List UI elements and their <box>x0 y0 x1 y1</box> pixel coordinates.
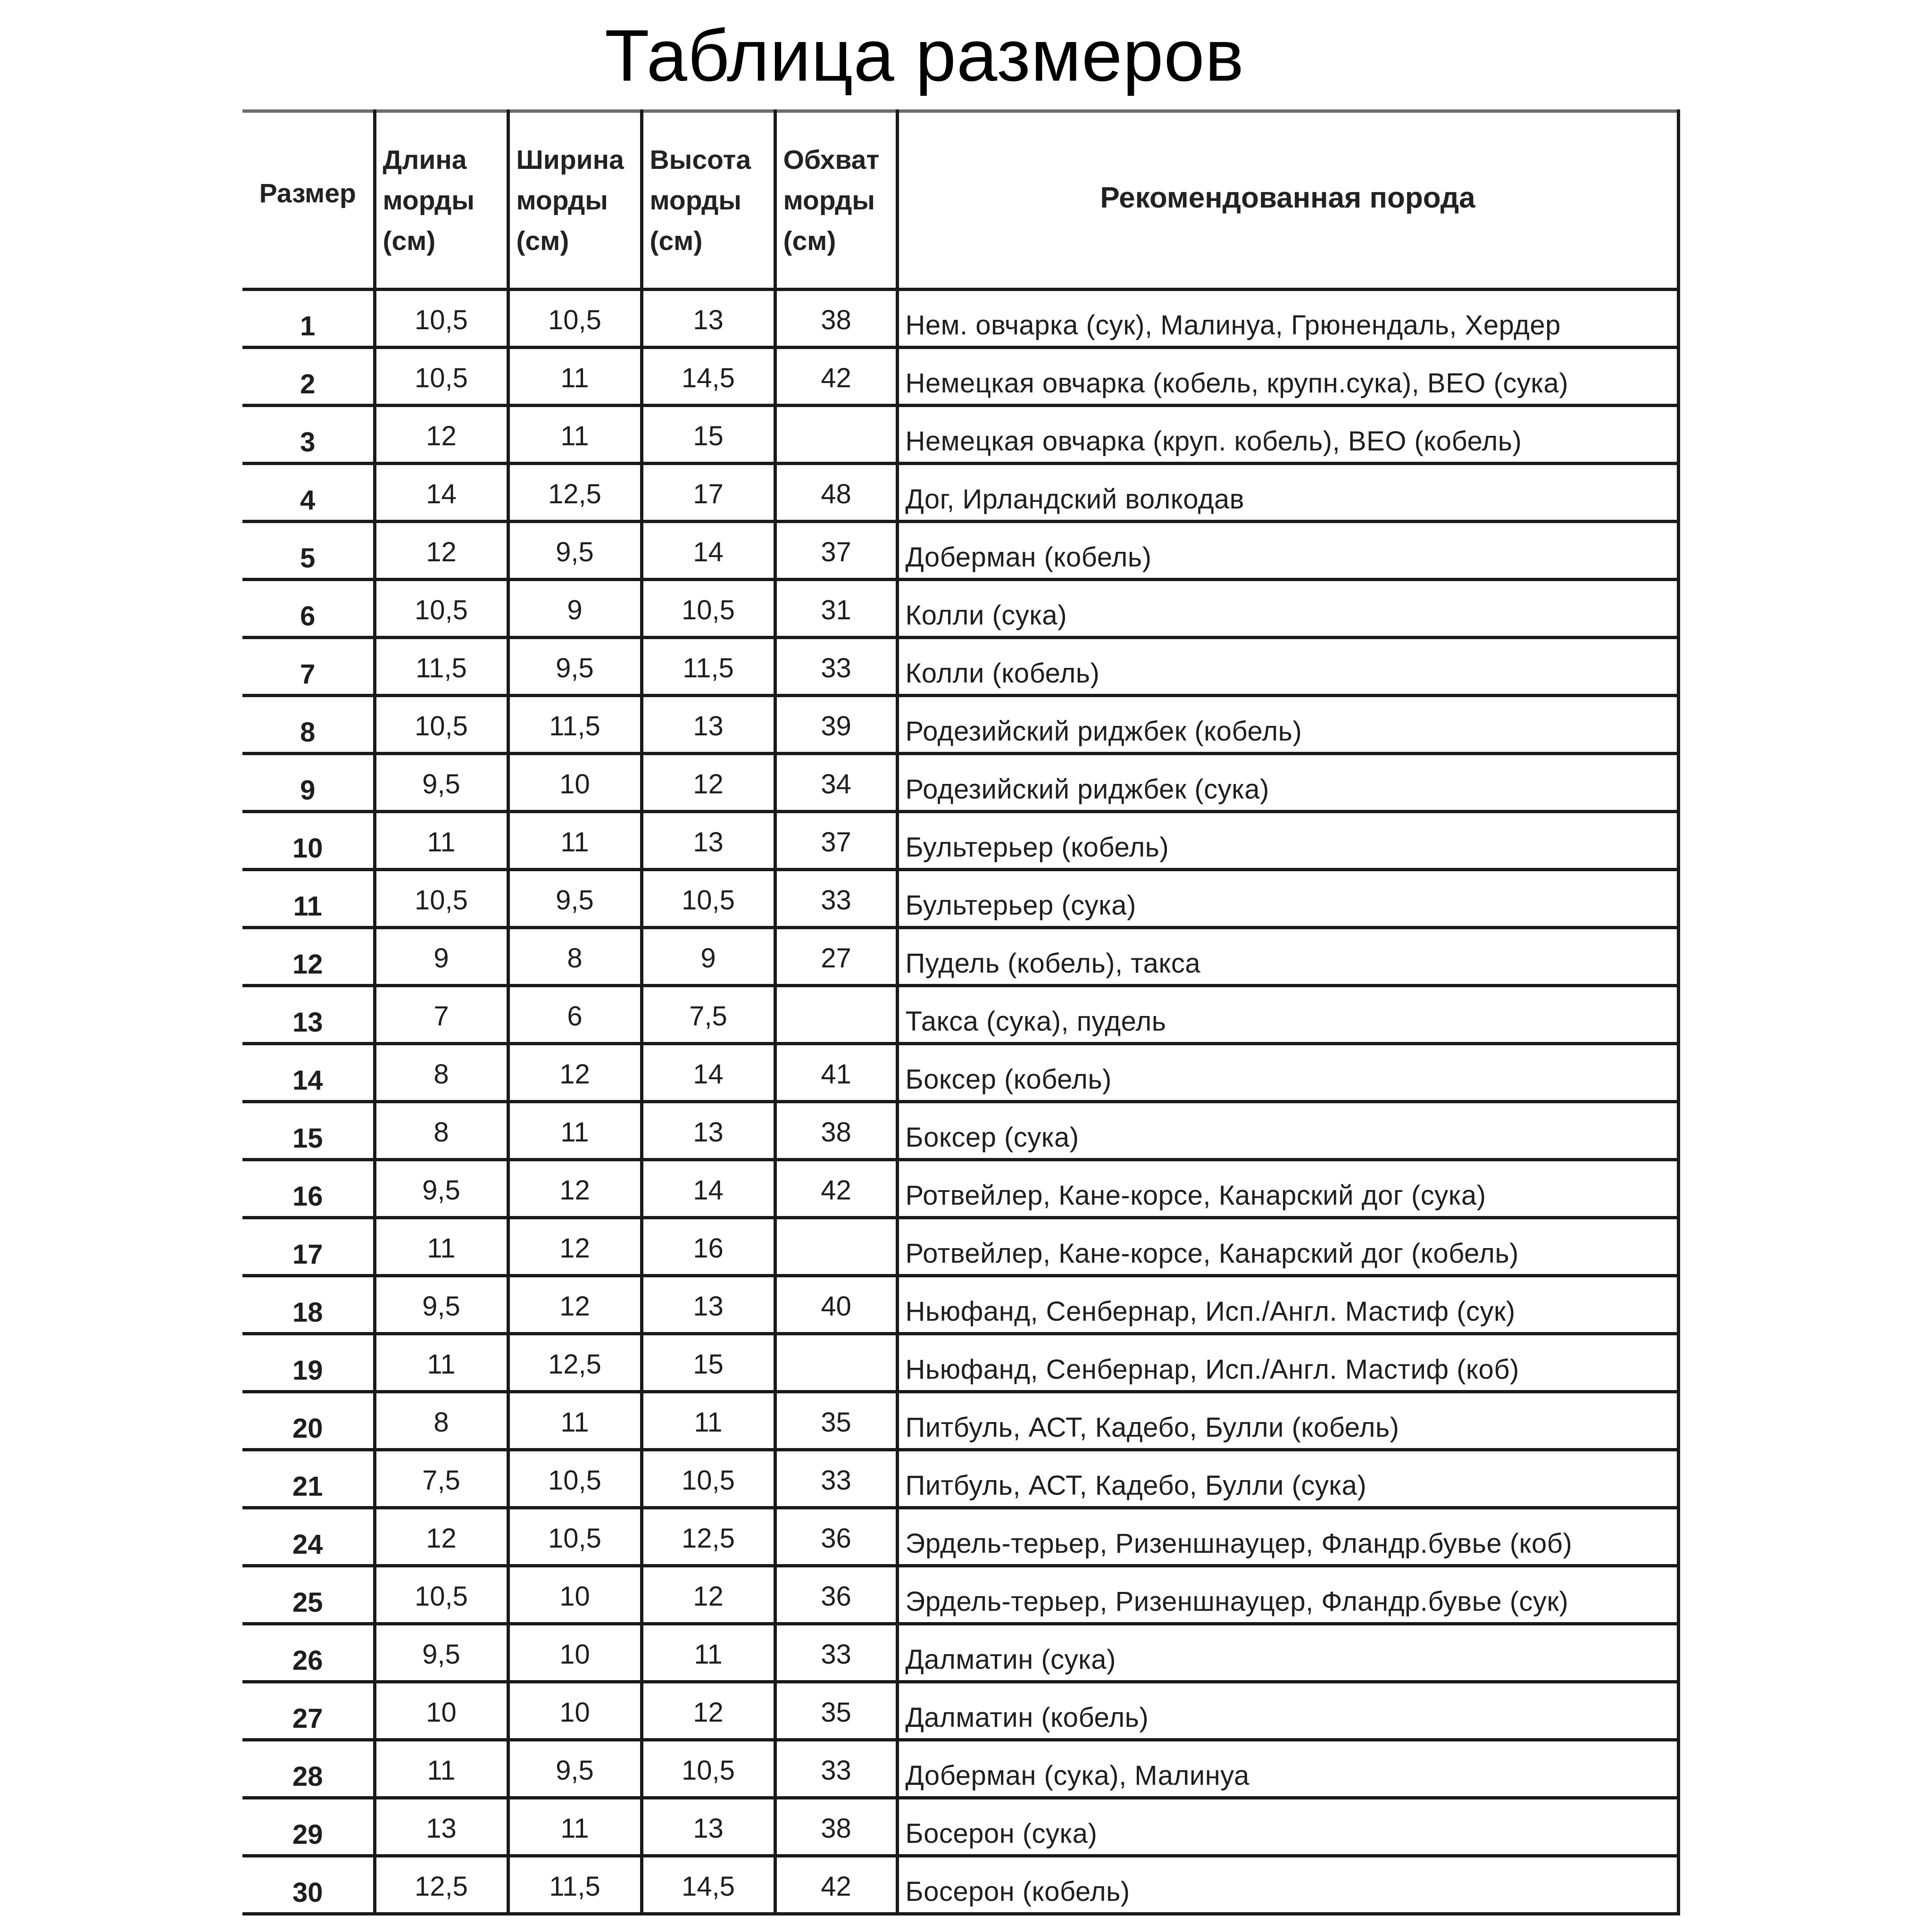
height-cell: 11,5 <box>641 638 775 696</box>
length-cell: 14 <box>375 464 508 522</box>
height-cell: 10,5 <box>641 1450 775 1508</box>
height-cell: 13 <box>641 290 775 348</box>
length-cell: 11 <box>375 1740 508 1798</box>
breed-cell: Нем. овчарка (сук), Малинуа, Грюнендаль, Хердер <box>897 290 1678 348</box>
size-cell: 5 <box>242 522 375 580</box>
breed-cell: Пудель (кобель), такса <box>897 928 1678 986</box>
table-row <box>242 812 1678 870</box>
breed-cell: Немецкая овчарка (кобель, крупн.сука), ВЕО (сука) <box>897 348 1678 406</box>
height-cell: 14,5 <box>641 348 775 406</box>
size-cell: 28 <box>242 1740 375 1798</box>
breed-cell: Бультерьер (кобель) <box>897 812 1678 870</box>
girth-cell: 37 <box>775 812 897 870</box>
girth-cell: 39 <box>775 696 897 754</box>
height-cell: 13 <box>641 1276 775 1334</box>
width-cell: 6 <box>508 986 641 1044</box>
breed-cell: Немецкая овчарка (круп. кобель), ВЕО (кобель) <box>897 406 1678 464</box>
breed-cell: Босерон (кобель) <box>897 1856 1678 1914</box>
breed-cell: Далматин (кобель) <box>897 1682 1678 1740</box>
girth-cell: 38 <box>775 290 897 348</box>
width-cell: 9,5 <box>508 1740 641 1798</box>
size-cell: 10 <box>242 812 375 870</box>
table-row <box>242 1740 1678 1798</box>
length-cell: 12,5 <box>375 1856 508 1914</box>
girth-cell: 35 <box>775 1682 897 1740</box>
size-cell: 3 <box>242 406 375 464</box>
header-breed <box>897 111 1678 290</box>
breed-cell: Питбуль, АСТ, Кадебо, Булли (кобель) <box>897 1392 1678 1450</box>
length-cell: 10,5 <box>375 870 508 928</box>
header-line: (см) <box>650 225 703 256</box>
size-cell: 19 <box>242 1334 375 1392</box>
width-cell: 11,5 <box>508 1856 641 1914</box>
length-cell: 11 <box>375 1334 508 1392</box>
table-row <box>242 348 1678 406</box>
girth-cell: 33 <box>775 870 897 928</box>
girth-cell: 33 <box>775 1450 897 1508</box>
girth-cell <box>775 986 897 1044</box>
size-cell: 6 <box>242 580 375 638</box>
girth-cell: 42 <box>775 1856 897 1914</box>
width-cell: 10 <box>508 1682 641 1740</box>
table-body <box>242 290 1678 1914</box>
breed-cell: Боксер (кобель) <box>897 1044 1678 1102</box>
table-row <box>242 290 1678 348</box>
breed-cell: Доберман (кобель) <box>897 522 1678 580</box>
breed-cell: Босерон (сука) <box>897 1798 1678 1856</box>
size-cell: 18 <box>242 1276 375 1334</box>
length-cell: 7 <box>375 986 508 1044</box>
length-cell: 9,5 <box>375 1276 508 1334</box>
girth-cell <box>775 406 897 464</box>
breed-cell: Ротвейлер, Кане-корсе, Канарский дог (кобель) <box>897 1218 1678 1276</box>
girth-cell: 48 <box>775 464 897 522</box>
girth-cell: 34 <box>775 754 897 812</box>
length-cell: 10 <box>375 1682 508 1740</box>
girth-cell: 42 <box>775 348 897 406</box>
header-line: морды <box>383 185 475 216</box>
height-cell: 10,5 <box>641 1740 775 1798</box>
breed-cell: Далматин (сука) <box>897 1624 1678 1682</box>
width-cell: 10,5 <box>508 290 641 348</box>
height-cell: 14 <box>641 522 775 580</box>
height-cell: 17 <box>641 464 775 522</box>
height-cell: 14,5 <box>641 1856 775 1914</box>
length-cell: 7,5 <box>375 1450 508 1508</box>
size-cell: 2 <box>242 348 375 406</box>
table-row <box>242 1276 1678 1334</box>
length-cell: 11 <box>375 812 508 870</box>
girth-cell: 31 <box>775 580 897 638</box>
height-cell: 11 <box>641 1392 775 1450</box>
width-cell: 11 <box>508 406 641 464</box>
height-cell: 12 <box>641 754 775 812</box>
header-line: Ширина <box>516 144 624 175</box>
header-width <box>508 111 641 290</box>
length-cell: 11 <box>375 1218 508 1276</box>
size-table <box>242 109 1680 1915</box>
girth-cell: 42 <box>775 1160 897 1218</box>
breed-cell: Родезийский риджбек (сука) <box>897 754 1678 812</box>
breed-cell: Ньюфанд, Сенбернар, Исп./Англ. Мастиф (сук) <box>897 1276 1678 1334</box>
table-row <box>242 986 1678 1044</box>
table-row <box>242 1798 1678 1856</box>
page-title: Таблица размеров <box>604 15 1245 96</box>
height-cell: 12 <box>641 1682 775 1740</box>
height-cell: 13 <box>641 812 775 870</box>
header-length <box>375 111 508 290</box>
table-row <box>242 696 1678 754</box>
breed-cell: Эрдель-терьер, Ризеншнауцер, Фландр.бувье (сук) <box>897 1566 1678 1624</box>
height-cell: 13 <box>641 1798 775 1856</box>
width-cell: 10 <box>508 1566 641 1624</box>
header-breed-label: Рекомендованная порода <box>1100 181 1475 214</box>
girth-cell: 35 <box>775 1392 897 1450</box>
girth-cell <box>775 1334 897 1392</box>
height-cell: 12 <box>641 1566 775 1624</box>
width-cell: 9,5 <box>508 638 641 696</box>
breed-cell: Ньюфанд, Сенбернар, Исп./Англ. Мастиф (коб) <box>897 1334 1678 1392</box>
length-cell: 9,5 <box>375 1624 508 1682</box>
width-cell: 12 <box>508 1160 641 1218</box>
breed-cell: Колли (кобель) <box>897 638 1678 696</box>
width-cell: 12 <box>508 1218 641 1276</box>
girth-cell: 41 <box>775 1044 897 1102</box>
length-cell: 8 <box>375 1044 508 1102</box>
width-cell: 10 <box>508 754 641 812</box>
size-cell: 15 <box>242 1102 375 1160</box>
table-row <box>242 870 1678 928</box>
header-size-label: Размер <box>259 178 356 208</box>
header-line: Длина <box>383 144 467 175</box>
height-cell: 14 <box>641 1044 775 1102</box>
width-cell: 11 <box>508 1392 641 1450</box>
width-cell: 10,5 <box>508 1508 641 1566</box>
length-cell: 9 <box>375 928 508 986</box>
width-cell: 9 <box>508 580 641 638</box>
girth-cell: 38 <box>775 1102 897 1160</box>
breed-cell: Такса (сука), пудель <box>897 986 1678 1044</box>
table-row <box>242 928 1678 986</box>
girth-cell: 27 <box>775 928 897 986</box>
size-cell: 8 <box>242 696 375 754</box>
breed-cell: Боксер (сука) <box>897 1102 1678 1160</box>
width-cell: 12,5 <box>508 464 641 522</box>
size-cell: 27 <box>242 1682 375 1740</box>
table-row <box>242 1044 1678 1102</box>
table-row <box>242 1624 1678 1682</box>
table-row <box>242 1218 1678 1276</box>
width-cell: 9,5 <box>508 870 641 928</box>
size-cell: 4 <box>242 464 375 522</box>
breed-cell: Родезийский риджбек (кобель) <box>897 696 1678 754</box>
girth-cell <box>775 1218 897 1276</box>
length-cell: 10,5 <box>375 696 508 754</box>
size-cell: 20 <box>242 1392 375 1450</box>
girth-cell: 38 <box>775 1798 897 1856</box>
width-cell: 11,5 <box>508 696 641 754</box>
table-header-row <box>242 111 1678 290</box>
width-cell: 9,5 <box>508 522 641 580</box>
length-cell: 12 <box>375 1508 508 1566</box>
length-cell: 10,5 <box>375 290 508 348</box>
size-cell: 25 <box>242 1566 375 1624</box>
width-cell: 12 <box>508 1044 641 1102</box>
breed-cell: Ротвейлер, Кане-корсе, Канарский дог (сука) <box>897 1160 1678 1218</box>
width-cell: 11 <box>508 1798 641 1856</box>
header-size <box>242 111 375 290</box>
height-cell: 9 <box>641 928 775 986</box>
length-cell: 11,5 <box>375 638 508 696</box>
size-cell: 21 <box>242 1450 375 1508</box>
size-cell: 11 <box>242 870 375 928</box>
header-line: (см) <box>383 225 436 256</box>
table-row <box>242 406 1678 464</box>
size-cell: 14 <box>242 1044 375 1102</box>
breed-cell: Колли (сука) <box>897 580 1678 638</box>
length-cell: 10,5 <box>375 580 508 638</box>
header-line: морды <box>516 185 608 216</box>
girth-cell: 37 <box>775 522 897 580</box>
width-cell: 10 <box>508 1624 641 1682</box>
size-cell: 16 <box>242 1160 375 1218</box>
breed-cell: Бультерьер (сука) <box>897 870 1678 928</box>
size-cell: 13 <box>242 986 375 1044</box>
height-cell: 10,5 <box>641 870 775 928</box>
size-cell: 24 <box>242 1508 375 1566</box>
girth-cell: 36 <box>775 1566 897 1624</box>
size-cell: 26 <box>242 1624 375 1682</box>
girth-cell: 40 <box>775 1276 897 1334</box>
width-cell: 8 <box>508 928 641 986</box>
height-cell: 12,5 <box>641 1508 775 1566</box>
table-row <box>242 1566 1678 1624</box>
header-line: Высота <box>650 144 751 175</box>
width-cell: 12,5 <box>508 1334 641 1392</box>
table-row <box>242 522 1678 580</box>
header-line: морды <box>783 185 875 216</box>
breed-cell: Питбуль, АСТ, Кадебо, Булли (сука) <box>897 1450 1678 1508</box>
table-row <box>242 1102 1678 1160</box>
length-cell: 10,5 <box>375 1566 508 1624</box>
height-cell: 11 <box>641 1624 775 1682</box>
size-cell: 9 <box>242 754 375 812</box>
size-cell: 17 <box>242 1218 375 1276</box>
length-cell: 9,5 <box>375 1160 508 1218</box>
girth-cell: 36 <box>775 1508 897 1566</box>
table-row <box>242 1392 1678 1450</box>
height-cell: 16 <box>641 1218 775 1276</box>
size-cell: 29 <box>242 1798 375 1856</box>
width-cell: 11 <box>508 812 641 870</box>
size-cell: 1 <box>242 290 375 348</box>
girth-cell: 33 <box>775 1740 897 1798</box>
header-girth <box>775 111 897 290</box>
length-cell: 8 <box>375 1392 508 1450</box>
height-cell: 14 <box>641 1160 775 1218</box>
height-cell: 15 <box>641 1334 775 1392</box>
table-row <box>242 754 1678 812</box>
width-cell: 10,5 <box>508 1450 641 1508</box>
length-cell: 13 <box>375 1798 508 1856</box>
girth-cell: 33 <box>775 638 897 696</box>
table-row <box>242 1160 1678 1218</box>
length-cell: 10,5 <box>375 348 508 406</box>
table-row <box>242 464 1678 522</box>
table-row <box>242 1450 1678 1508</box>
size-cell: 12 <box>242 928 375 986</box>
height-cell: 13 <box>641 696 775 754</box>
header-line: (см) <box>783 225 836 256</box>
breed-cell: Дог, Ирландский волкодав <box>897 464 1678 522</box>
length-cell: 9,5 <box>375 754 508 812</box>
height-cell: 7,5 <box>641 986 775 1044</box>
height-cell: 15 <box>641 406 775 464</box>
size-cell: 7 <box>242 638 375 696</box>
height-cell: 10,5 <box>641 580 775 638</box>
girth-cell: 33 <box>775 1624 897 1682</box>
table-row <box>242 638 1678 696</box>
breed-cell: Доберман (сука), Малинуа <box>897 1740 1678 1798</box>
table-row <box>242 1856 1678 1914</box>
length-cell: 8 <box>375 1102 508 1160</box>
size-cell: 30 <box>242 1856 375 1914</box>
header-line: (см) <box>516 225 569 256</box>
table-row <box>242 1334 1678 1392</box>
header-line: морды <box>650 185 741 216</box>
header-height <box>641 111 775 290</box>
header-line: Обхват <box>783 144 880 175</box>
table-row <box>242 1682 1678 1740</box>
width-cell: 11 <box>508 348 641 406</box>
width-cell: 12 <box>508 1276 641 1334</box>
height-cell: 13 <box>641 1102 775 1160</box>
table-row <box>242 580 1678 638</box>
width-cell: 11 <box>508 1102 641 1160</box>
length-cell: 12 <box>375 522 508 580</box>
length-cell: 12 <box>375 406 508 464</box>
table-row <box>242 1508 1678 1566</box>
breed-cell: Эрдель-терьер, Ризеншнауцер, Фландр.бувье (коб) <box>897 1508 1678 1566</box>
